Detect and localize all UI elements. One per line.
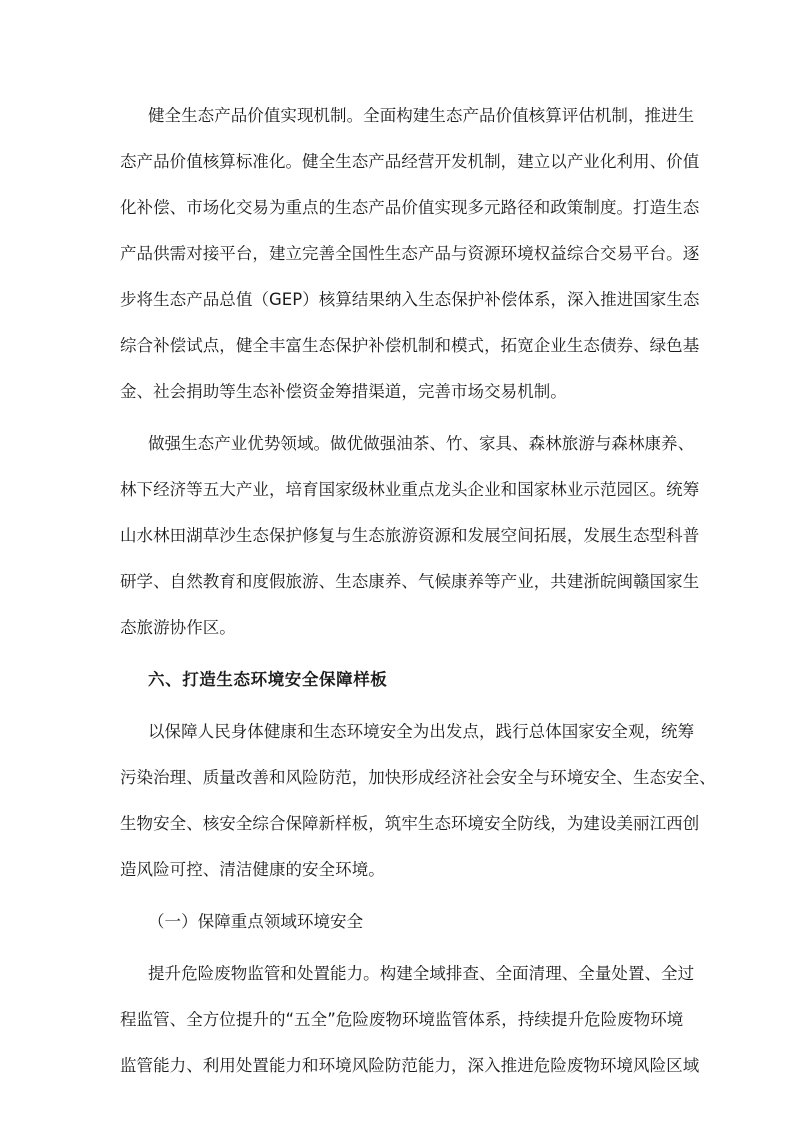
paragraph-1-line-7: 金、社会捐助等生态补偿资金筹措渠道，完善市场交易机制。 (120, 382, 567, 401)
paragraph-1-line-5: 步将生态产品总值（GEP）核算结果纳入生态保护补偿体系，深入推进国家生态 (120, 290, 700, 309)
paragraph-2-line-1: 做强生态产业优势领域。做优做强油茶、竹、家具、森林旅游与森林康养、 (148, 434, 695, 453)
paragraph-1-line-2: 态产品价值核算标准化。健全生态产品经营开发机制，建立以产业化利用、价值 (120, 152, 700, 171)
paragraph-4-line-1: 提升危险废物监管和处置能力。构建全域排查、全面清理、全量处置、全过 (148, 964, 695, 983)
paragraph-3-line-4: 造风险可控、清洁健康的安全环境。 (120, 860, 385, 879)
paragraph-4-line-2: 程监管、全方位提升的“五全”危险废物环境监管体系，持续提升危险废物环境 (120, 1010, 684, 1029)
paragraph-2-line-2: 林下经济等五大产业，培育国家级林业重点龙头企业和国家林业示范园区。统筹 (120, 480, 700, 499)
subsection-heading-1: （一）保障重点领域环境安全 (148, 912, 364, 931)
paragraph-1-line-1: 健全生态产品价值实现机制。全面构建生态产品价值核算评估机制，推进生 (148, 106, 695, 125)
paragraph-3-line-1: 以保障人民身体健康和生态环境安全为出发点，践行总体国家安全观，统筹 (148, 722, 695, 741)
paragraph-2-line-5: 态旅游协作区。 (120, 618, 236, 637)
paragraph-2-line-3: 山水林田湖草沙生态保护修复与生态旅游资源和发展空间拓展，发展生态型科普 (120, 526, 700, 545)
paragraph-1-line-3: 化补偿、市场化交易为重点的生态产品价值实现多元路径和政策制度。打造生态 (120, 198, 700, 217)
paragraph-4-line-3: 监管能力、利用处置能力和环境风险防范能力，深入推进危险废物环境风险区域 (120, 1056, 700, 1075)
paragraph-1-line-4: 产品供需对接平台，建立完善全国性生态产品与资源环境权益综合交易平台。逐 (120, 244, 700, 263)
section-heading-6: 六、打造生态环境安全保障样板 (148, 670, 388, 689)
paragraph-3-line-2: 污染治理、质量改善和风险防范，加快形成经济社会安全与环境安全、生态安全、 (120, 768, 716, 787)
paragraph-3-line-3: 生物安全、核安全综合保障新样板，筑牢生态环境安全防线，为建设美丽江西创 (120, 814, 700, 833)
paragraph-1-line-6: 综合补偿试点，健全丰富生态保护补偿机制和模式，拓宽企业生态债券、绿色基 (120, 336, 700, 355)
paragraph-2-line-4: 研学、自然教育和度假旅游、生态康养、气候康养等产业，共建浙皖闽赣国家生 (120, 572, 700, 591)
